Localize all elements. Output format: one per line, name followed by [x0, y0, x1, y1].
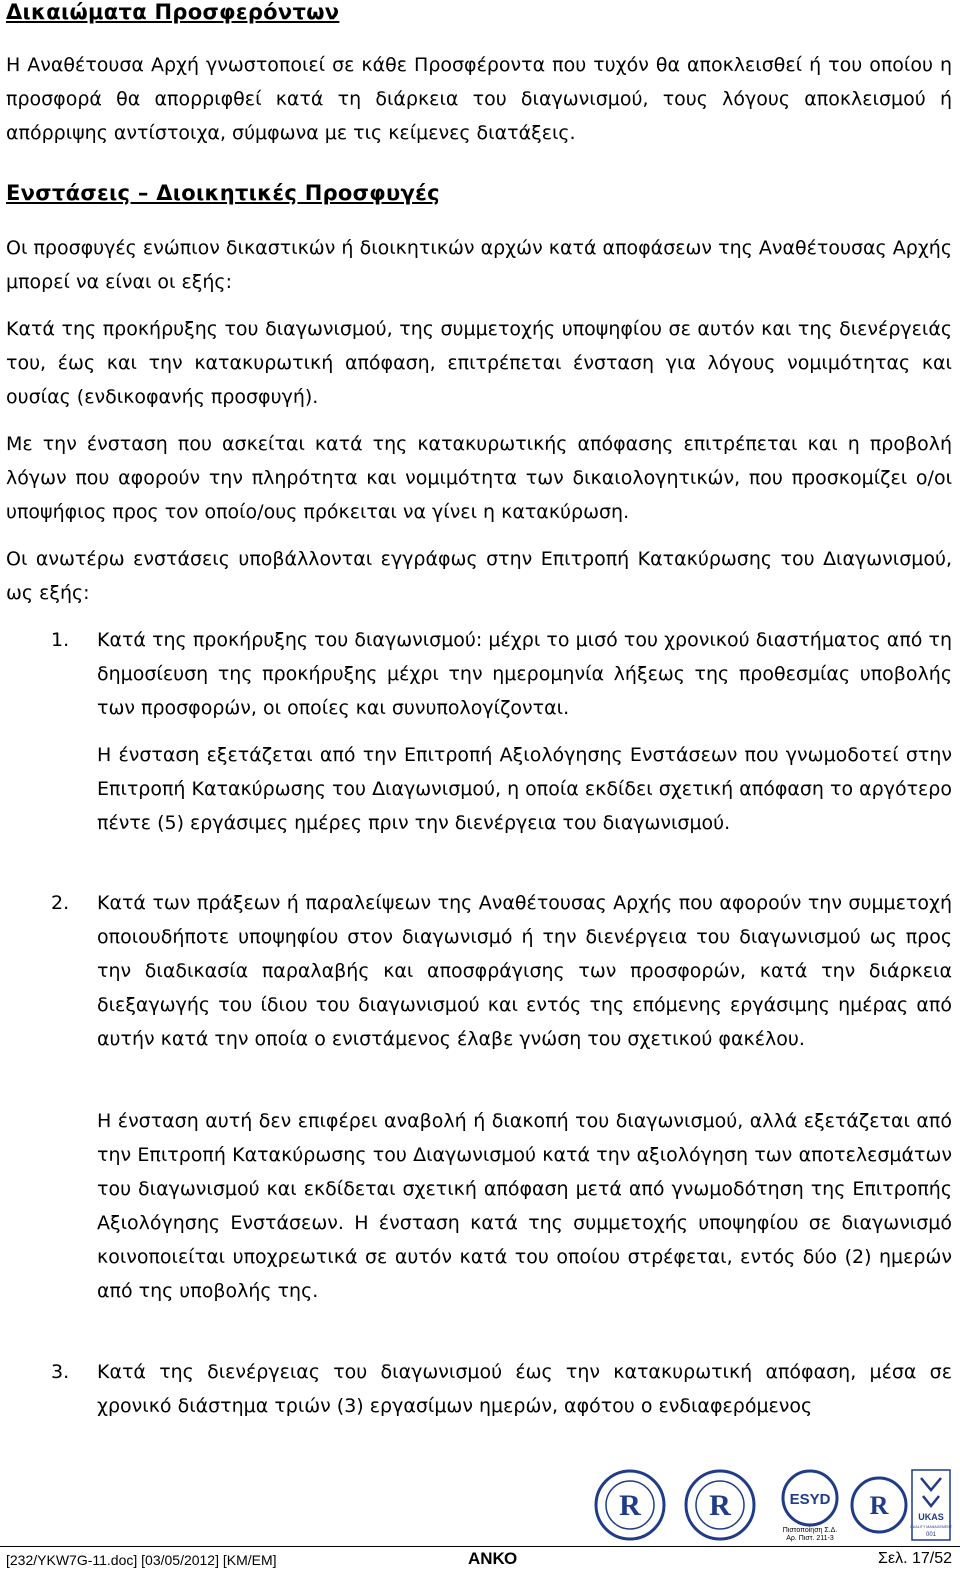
svg-text:R: R — [709, 1489, 731, 1522]
certification-logos — [588, 1468, 952, 1544]
svg-text:R: R — [869, 1491, 889, 1520]
paragraph-submission: Οι ανωτέρω ενστάσεις υποβάλλονται εγγράφως στην Επιτροπή Κατακύρωσης του Διαγωνισμού, ως εξής: — [6, 548, 952, 604]
list-item-2-sub: Η ένσταση αυτή δεν επιφέρει αναβολή ή διακοπή του διαγωνισμού, αλλά εξετάζεται από την Επιτροπή Κατακύρωσης του Διαγωνισμού κατά την αξιολόγηση των αποτελεσμάτων του διαγωνισμού και εκδίδεται σχετική απόφαση μετά από γνωμοδότηση της Επιτροπής Αξιολόγησης Ενστάσεων. Η ένσταση κατά της συμμετοχής υποψηφίου σε διαγωνισμό κοινοποιείται υποχρεωτικά σε αυτόν κατά του οποίου στρέφεται, εντός δύο (2) ημερών από της υποβολής της. — [97, 1110, 952, 1302]
list-item-3-text: Κατά της διενέργειας του διαγωνισμού έως την κατακυρωτική απόφαση, μέσα σε χρονικό διάστημα τριών (3) εργασίμων ημερών, αφότου ο ενδιαφερόμενος — [97, 1361, 952, 1417]
svg-text:R: R — [619, 1489, 641, 1522]
list-item-1-sub: Η ένσταση εξετάζεται από την Επιτροπή Αξιολόγησης Ενστάσεων που γνωμοδοτεί στην Επιτροπή Κατακύρωσης του Διαγωνισμού, η οποία εκδίδει σχετική απόφαση το αργότερο πέντε (5) εργάσιμες ημέρες πριν την διενέργεια του διαγωνισμού. — [97, 744, 952, 834]
paragraph-award-objection: Με την ένσταση που ασκείται κατά της κατακυρωτικής απόφασης επιτρέπεται και η προβολή λόγων που αφορούν την πληρότητα και νομιμότητα των δικαιολογητικών, που προσκομίζει ο/οι υποψήφιος προς τον οποίο/ους πρόκειται να γίνει η κατακύρωση. — [6, 433, 952, 523]
svg-text:Πιστοποίηση Σ.Δ.: Πιστοποίηση Σ.Δ. — [782, 1527, 838, 1534]
ukas-logo — [910, 1468, 952, 1542]
page-footer — [0, 1546, 960, 1575]
svg-text:QUALITY MANAGEMENT: QUALITY MANAGEMENT — [910, 1525, 952, 1529]
certification-logo-1 — [588, 1468, 672, 1542]
heading-objections: Ενστάσεις – Διοικητικές Προσφυγές — [6, 181, 440, 205]
svg-text:UKAS: UKAS — [918, 1512, 944, 1522]
svg-text:Αρ. Πιστ. 211-3: Αρ. Πιστ. 211-3 — [786, 1535, 834, 1542]
heading-rights: Δικαιώματα Προσφερόντων — [6, 0, 340, 24]
list-number-1: 1. — [51, 629, 70, 651]
footer-page-number: Σελ. 17/52 — [878, 1550, 952, 1567]
svg-text:ESYD: ESYD — [789, 1491, 831, 1508]
esyd-logo — [768, 1468, 852, 1542]
paragraph-rights: Η Αναθέτουσα Αρχή γνωστοποιεί σε κάθε Προσφέροντα που τυχόν θα αποκλεισθεί ή του οποίου η προσφορά θα απορριφθεί κατά τη διάρκεια του διαγωνισμού, τους λόγους αποκλεισμού ή απόρριψης αντίστοιχα, σύμφωνα με τις κείμενες διατάξεις. — [6, 54, 952, 144]
certification-logo-3 — [850, 1468, 908, 1542]
list-item-1-text: Κατά της προκήρυξης του διαγωνισμού: μέχρι το μισό του χρονικού διαστήματος από τη δημοσίευση της προκήρυξης μέχρι την ημερομηνία λήξεως της προθεσμίας υποβολής των προσφορών, οι οποίες και συνυπολογίζονται. — [97, 629, 952, 719]
list-number-2: 2. — [51, 892, 70, 914]
list-number-3: 3. — [51, 1361, 70, 1383]
certification-logo-2 — [678, 1468, 762, 1542]
paragraph-appeals-intro: Οι προσφυγές ενώπιον δικαστικών ή διοικητικών αρχών κατά αποφάσεων της Αναθέτουσας Αρχής μπορεί να είναι οι εξής: — [6, 237, 952, 293]
list-item-2-text: Κατά των πράξεων ή παραλείψεων της Αναθέτουσας Αρχής που αφορούν την συμμετοχή οποιουδήποτε υποψηφίου στον διαγωνισμό ή την διενέργεια του διαγωνισμού ως προς την διαδικασία παραλαβής και αποσφράγισης των προσφορών, κατά την διάρκεια διεξαγωγής του ίδιου του διαγωνισμού και εντός της επόμενης εργάσιμης ημέρας από αυτήν κατά την οποία ο ενιστάμενος έλαβε γνώση του σχετικού φακέλου. — [97, 892, 952, 1050]
paragraph-against-notice: Κατά της προκήρυξης του διαγωνισμού, της συμμετοχής υποψηφίου σε αυτόν και της διενέργειάς του, έως και την κατακυρωτική απόφαση, επιτρέπεται ένσταση για λόγους νομιμότητας και ουσίας (ενδικοφανής προσφυγή). — [6, 318, 952, 408]
footer-company: ΑΝΚΟ — [468, 1549, 518, 1568]
footer-doc-reference: [232/YKW7G-11.doc] [03/05/2012] [KM/EM] — [6, 1552, 277, 1568]
svg-text:001: 001 — [925, 1532, 937, 1538]
